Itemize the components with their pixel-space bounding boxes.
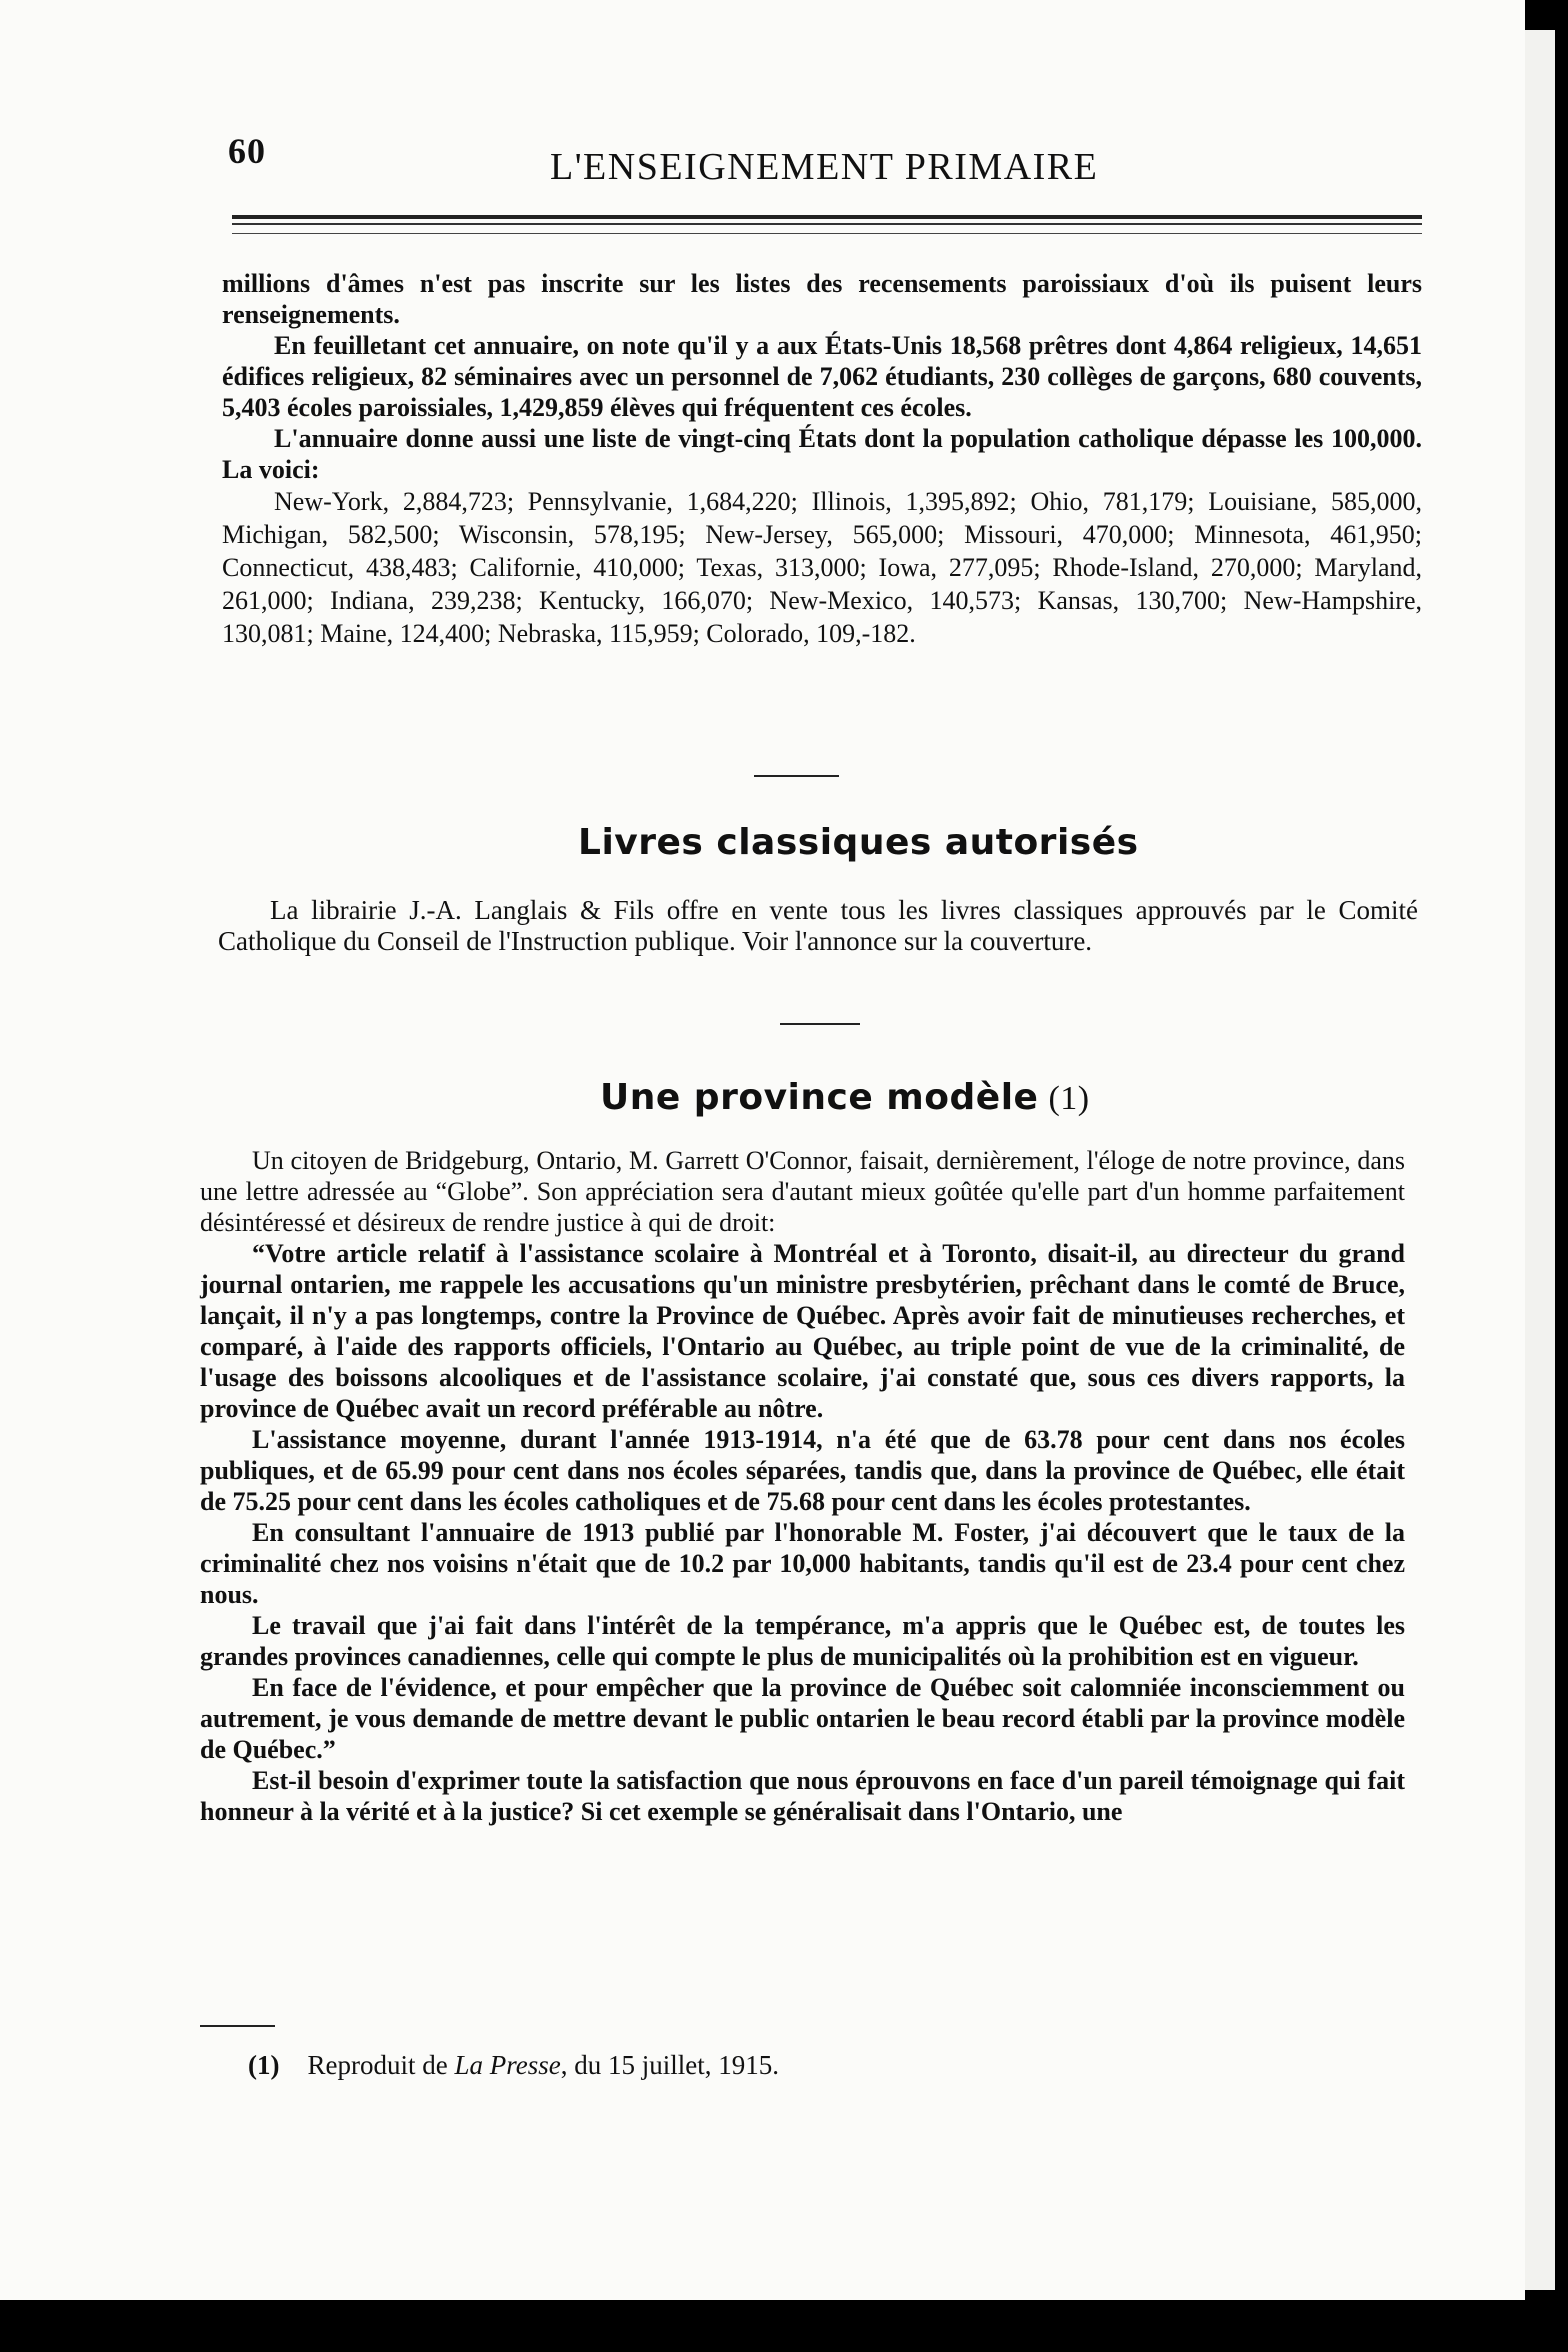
section-title-livres-classiques: Livres classiques autorisés — [578, 822, 1139, 863]
paragraph: Est-il besoin d'exprimer toute la satisfaction que nous éprouvons en face d'un pareil témoignage qui fait honneur à la vérité et à la justice? Si cet exemple se généralisait dans l'Ontario, une — [200, 1766, 1405, 1826]
header-rule — [232, 215, 1422, 234]
footnote-source: La Presse — [454, 2050, 561, 2080]
footnote-number: (1) — [248, 2050, 280, 2080]
paragraph: L'assistance moyenne, durant l'année 1913-1914, n'a été que de 63.78 pour cent dans nos écoles publiques, et de 65.99 pour cent dans nos écoles séparées, tandis que, dans la province de Québec, elle était de 75.25 pour cent dans les écoles catholiques et de 75.68 pour cent dans les écoles protestantes. — [200, 1425, 1405, 1516]
footnote-rule — [200, 2025, 275, 2027]
paragraph: “Votre article relatif à l'assistance scolaire à Montréal et à Toronto, disait-il, au directeur du grand journal ontarien, me rappele les accusations qu'un ministre presbytérien, prêchant dans le comté de Bruce, lançait, il n'y a pas longtemps, contre la Province de Québec. Après avoir fait de minutieuses recherches, et comparé, à l'aide des rapports officiels, l'Ontario au Québec, au triple point de vue de la criminalité, de l'usage des boissons alcooliques et de l'assistance scolaire, j'ai constaté que, sous ces divers rapports, la province de Québec avait un record préférable au nôtre. — [200, 1239, 1405, 1423]
section-divider — [754, 775, 839, 777]
paragraph: millions d'âmes n'est pas inscrite sur les listes des recensements paroissiaux d'où ils puisent leurs renseignements. — [222, 269, 1422, 329]
paragraph: L'annuaire donne aussi une liste de vingt-cinq États dont la population catholique dépasse les 100,000. La voici: — [222, 424, 1422, 484]
paragraph: En consultant l'annuaire de 1913 publié par l'honorable M. Foster, j'ai découvert que le taux de la criminalité chez nos voisins n'était que de 10.2 par 10,000 habitants, tandis qu'il est de 23.4 pour cent chez nous. — [200, 1518, 1405, 1609]
paragraph: En feuilletant cet annuaire, on note qu'il y a aux États-Unis 18,568 prêtres dont 4,864 religieux, 14,651 édifices religieux, 82 séminaires avec un personnel de 7,062 étudiants, 230 collèges de garçons, 680 couvents, 5,403 écoles paroissiales, 1,429,859 élèves qui fréquentent ces écoles. — [222, 331, 1422, 422]
livres-classiques-notice — [218, 895, 1418, 957]
state-population-list: New-York, 2,884,723; Pennsylvanie, 1,684,220; Illinois, 1,395,892; Ohio, 781,179; Louisiane, 585,000, Michigan, 582,500; Wisconsin, 578,195; New-Jersey, 565,000; Missouri, 470,000; Minnesota, 461,950; Connecticut, 438,483; Californie, 410,000; Texas, 313,000; Iowa, 277,095; Rhode-Island, 270,000; Maryland, 261,000; Indiana, 239,238; Kentucky, 166,070; New-Mexico, 140,573; Kansas, 130,700; New-Hampshire, 130,081; Maine, 124,400; Nebraska, 115,959; Colorado, 109,-182. — [222, 487, 1422, 648]
footnote-reference: (1) — [1048, 1080, 1090, 1117]
adjacent-page-edge — [1525, 30, 1555, 2290]
footnote-text-before: Reproduit de — [307, 2050, 448, 2080]
paragraph: Le travail que j'ai fait dans l'intérêt de la tempérance, m'a appris que le Québec est, de toutes les grandes provinces canadiennes, celle qui compte le plus de municipalités où la prohibition est en vigueur. — [200, 1611, 1405, 1671]
paragraph: En face de l'évidence, et pour empêcher que la province de Québec soit calomniée inconsciemment ou autrement, je vous demande de mettre devant le public ontarien le beau record établi par la province modèle de Québec.” — [200, 1673, 1405, 1764]
paragraph: Un citoyen de Bridgeburg, Ontario, M. Garrett O'Connor, faisait, dernièrement, l'éloge de notre province, dans une lettre adressée au “Globe”. Son appréciation sera d'autant mieux goûtée qu'elle part d'un homme parfaitement désintéressé et désireux de rendre justice à qui de droit: — [200, 1146, 1405, 1237]
running-title: L'ENSEIGNEMENT PRIMAIRE — [550, 146, 1099, 188]
footnote-text-after: , du 15 juillet, 1915. — [560, 2050, 779, 2080]
section-title-province-modele — [600, 1077, 1090, 1118]
article-continuation — [222, 268, 1422, 650]
section-divider — [780, 1023, 860, 1025]
section-title-text: Une province modèle — [600, 1077, 1039, 1118]
province-modele-article — [200, 1145, 1405, 1827]
page-number: 60 — [228, 131, 266, 171]
paragraph: La librairie J.-A. Langlais & Fils offre en vente tous les livres classiques approuvés par le Comité Catholique du Conseil de l'Instruction publique. Voir l'annonce sur la couverture. — [218, 895, 1418, 956]
footnote — [248, 2050, 779, 2081]
